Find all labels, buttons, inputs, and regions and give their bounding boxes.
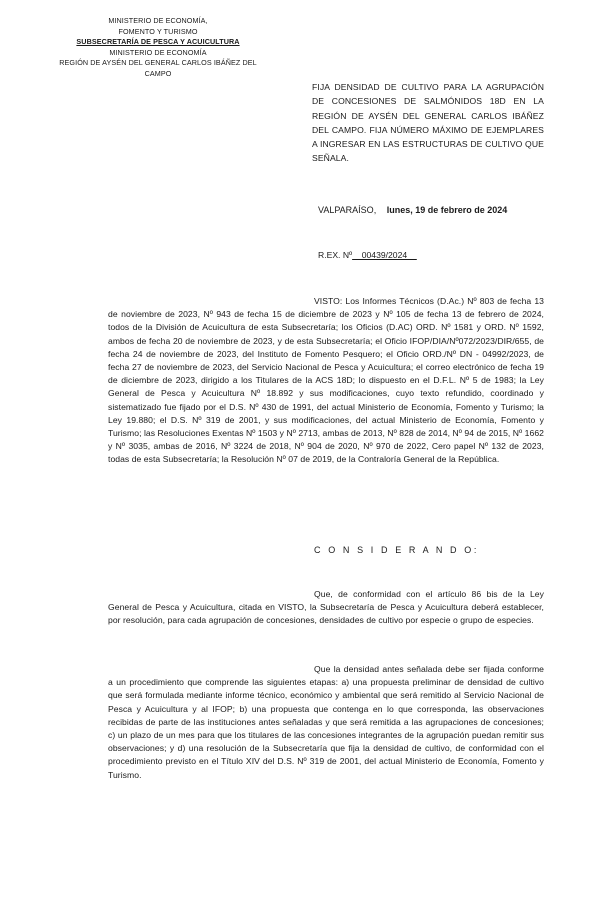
resolution-summary: FIJA DENSIDAD DE CULTIVO PARA LA AGRUPACIÓN DE CONCESIONES DE SALMÓNIDOS 18D EN LA REGIÓN DE AYSÉN DEL GENERAL CARLOS IBÁÑEZ DEL CAMPO. FIJA NÚMERO MÁXIMO DE EJEMPLARES A INGRESAR EN LAS ESTRUCTURAS DE CULTIVO QUE SEÑALA. — [312, 82, 544, 164]
header-line-ministry: MINISTERIO DE ECONOMÍA, — [108, 16, 208, 25]
header-line-region: REGIÓN DE AYSÉN DEL GENERAL CARLOS IBÁÑEZ DEL CAMPO — [59, 58, 257, 78]
visto-paragraph: VISTO: Los Informes Técnicos (D.Ac.) Nº 803 de fecha 13 de noviembre de 2023, Nº 943 de fecha 15 de diciembre de 2023 y Nº 105 de fecha 13 de febrero de 2024, todos de la División de Acuicultura de esta Subsecretaría; los Oficios (D.AC) ORD. Nº 1581 y ORD. Nº 1592, ambos de fecha 20 de noviembre de 2023, y de esta Subsecretaría; el Oficio IFOP/DIA/Nº072/2023/DIR/655, de fecha 24 de noviembre de 2023, del Instituto de Fomento Pesquero; el Oficio ORD./Nº DN - 04992/2023, de fecha 27 de noviembre de 2023, del Servicio Nacional de Pesca y Acuicultura; el correo electrónico de fecha 19 de diciembre de 2023, dirigido a los Titulares de la ACS 18D; lo dispuesto en el D.F.L. Nº 5 de 1983; la Ley General de Pesca y Acuicultura Nº 18.892 y sus modificaciones, cuyo texto refundido, coordinado y sistematizado fue fijado por el D.S. Nº 430 de 1991, del actual Ministerio de Economía, Fomento y Turismo; la Ley 19.880; el D.S. Nº 319 de 2001, y sus modificaciones, del actual Ministerio de Economía, Fomento y Turismo; las Resoluciones Exentas Nº 1503 y Nº 2713, ambas de 2013, Nº 828 de 2014, Nº 94 de 2015, Nº 1662 y Nº 3035, ambas de 2016, Nº 3224 de 2018, Nº 904 de 2020, Nº 970 de 2022, Cero papel Nº 132 de 2023, todas de esta Subsecretaría; la Resolución Nº 07 de 2019, de la Contraloría General de la República. — [108, 296, 544, 465]
dateline-date: lunes, 19 de febrero de 2024 — [386, 205, 508, 215]
resolution-number — [318, 250, 458, 260]
dateline — [318, 205, 548, 215]
ministry-header — [48, 16, 268, 80]
header-line-subsecretaria: SUBSECRETARÍA DE PESCA Y ACUICULTURA — [76, 37, 240, 47]
considerando-paragraph-1: Que, de conformidad con el artículo 86 bis de la Ley General de Pesca y Acuicultura, citada en VISTO, la Subsecretaría de Pesca y Acuicultura deberá establecer, por resolución, para cada agrupación de concesiones, densidades de cultivo por especie o grupo de especies. — [108, 589, 544, 626]
considerando-paragraph-2: Que la densidad antes señalada debe ser fijada conforme a un procedimiento que comprende las siguientes etapas: a) una propuesta preliminar de densidad de cultivo que será formulada mediante informe técnico, económico y ambiental que será remitido al Servicio Nacional de Pesca y Acuicultura y al IFOP; b) una propuesta que contenga en lo que corresponda, las observaciones recibidas de parte de las instituciones antes señaladas y que será remitida a las agrupaciones de concesiones; c) un plazo de un mes para que los titulares de las concesiones integrantes de la agrupación puedan remitir sus observaciones; y d) una resolución de la Subsecretaría que fija la densidad de cultivo, de conformidad con el procedimiento previsto en el Título XIV del D.S. Nº 319 de 2001, del actual Ministerio de Economía, Fomento y Turismo. — [108, 664, 544, 780]
rex-label: R.EX. Nº — [318, 250, 353, 260]
rex-number: __00439/2024__ — [352, 250, 417, 260]
dateline-city: VALPARAÍSO, — [318, 205, 377, 215]
header-line-fomento: FOMENTO Y TURISMO — [118, 26, 198, 36]
header-line-ministry-short: MINISTERIO DE ECONOMÍA — [109, 47, 207, 57]
considerando-heading: C O N S I D E R A N D O: — [314, 545, 479, 555]
